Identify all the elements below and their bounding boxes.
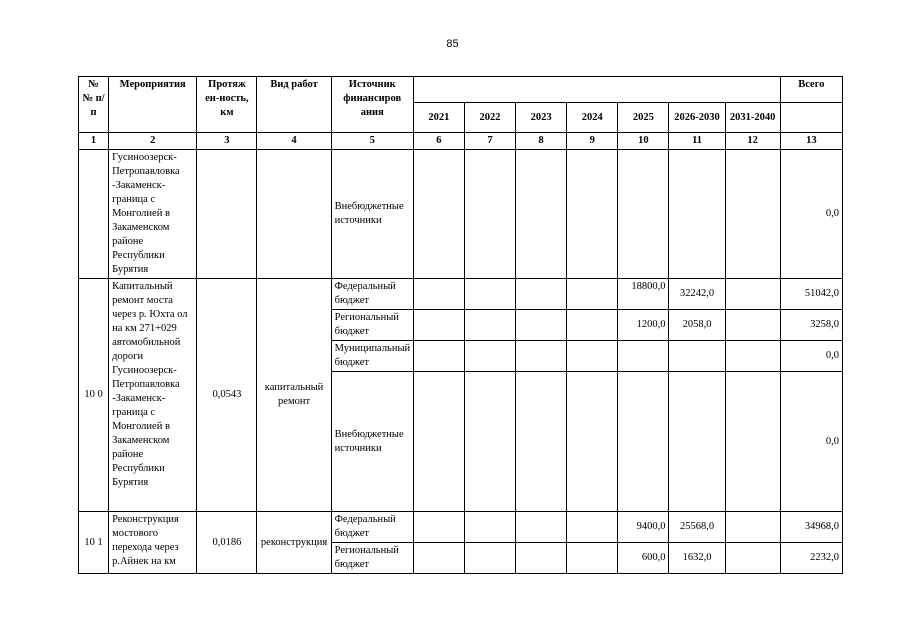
cell-work bbox=[257, 150, 331, 279]
col-number: 13 bbox=[780, 133, 842, 150]
cell-2026: 2058,0 bbox=[669, 310, 725, 341]
cell-2026: 1632,0 bbox=[669, 543, 725, 574]
col-number: 8 bbox=[516, 133, 567, 150]
cell-2025: 1200,0 bbox=[618, 310, 669, 341]
column-number-row bbox=[79, 133, 843, 150]
cell-2026 bbox=[669, 341, 725, 372]
cell-total: 2232,0 bbox=[780, 543, 842, 574]
header-source: Источник финансиров ания bbox=[331, 77, 413, 133]
cell-2026: 25568,0 bbox=[669, 512, 725, 543]
header-num: № № п/п bbox=[79, 77, 109, 133]
table-row bbox=[79, 279, 843, 310]
cell-source: Региональный бюджет bbox=[331, 310, 413, 341]
table-row bbox=[79, 512, 843, 543]
cell-length: 0,0186 bbox=[197, 512, 257, 574]
cell-source: Федеральный бюджет bbox=[331, 279, 413, 310]
cell-work: реконструкция bbox=[257, 512, 331, 574]
cell-2025: 9400,0 bbox=[618, 512, 669, 543]
header-year: 2024 bbox=[567, 103, 618, 133]
cell-event: Гусиноозерск-Петропавловка -Закаменск-граница с Монголией в Закаменском районе Республики Бурятия bbox=[109, 150, 197, 279]
cell-total: 0,0 bbox=[780, 341, 842, 372]
col-number: 5 bbox=[331, 133, 413, 150]
col-number: 11 bbox=[669, 133, 725, 150]
cell-2025: 600,0 bbox=[618, 543, 669, 574]
col-number: 10 bbox=[618, 133, 669, 150]
col-number: 9 bbox=[567, 133, 618, 150]
header-row-1 bbox=[79, 77, 843, 103]
header-total-blank bbox=[780, 103, 842, 133]
cell-total: 0,0 bbox=[780, 150, 842, 279]
cell-event: Капитальный ремонт моста через р. Юхта ол на км 271+029 автомобильной дороги Гусиноозерск-Петропавловка -Закаменск-граница с Монголией в Закаменском районе Республики Бурятия bbox=[109, 279, 197, 512]
cell-2026: 32242,0 bbox=[669, 279, 725, 310]
header-total: Всего bbox=[780, 77, 842, 103]
col-number: 4 bbox=[257, 133, 331, 150]
header-work: Вид работ bbox=[257, 77, 331, 133]
cell-source: Внебюджетные источники bbox=[331, 372, 413, 512]
header-year: 2021 bbox=[413, 103, 464, 133]
col-number: 6 bbox=[413, 133, 464, 150]
cell-2025 bbox=[618, 341, 669, 372]
cell-event: Реконструкция мостового перехода через р.Айнек на км bbox=[109, 512, 197, 574]
header-years-span bbox=[413, 77, 780, 103]
financing-table bbox=[78, 76, 843, 574]
cell-source: Внебюджетные источники bbox=[331, 150, 413, 279]
table-row bbox=[79, 150, 843, 279]
cell-source: Муниципальный бюджет bbox=[331, 341, 413, 372]
cell-num: 10 0 bbox=[79, 279, 109, 512]
col-number: 1 bbox=[79, 133, 109, 150]
header-year: 2031-2040 bbox=[725, 103, 780, 133]
col-number: 7 bbox=[464, 133, 515, 150]
cell-length: 0,0543 bbox=[197, 279, 257, 512]
header-year: 2022 bbox=[464, 103, 515, 133]
header-event: Мероприятия bbox=[109, 77, 197, 133]
cell-work: капитальный ремонт bbox=[257, 279, 331, 512]
cell-num: 10 1 bbox=[79, 512, 109, 574]
cell-total: 3258,0 bbox=[780, 310, 842, 341]
cell-num bbox=[79, 150, 109, 279]
page-number: 85 bbox=[446, 38, 459, 50]
col-number: 2 bbox=[109, 133, 197, 150]
cell-2026 bbox=[669, 372, 725, 512]
cell-2025 bbox=[618, 372, 669, 512]
header-year: 2023 bbox=[516, 103, 567, 133]
header-length: Протяж ен-ность, км bbox=[197, 77, 257, 133]
cell-source: Федеральный бюджет bbox=[331, 512, 413, 543]
cell-2025: 18800,0 bbox=[618, 279, 669, 310]
col-number: 12 bbox=[725, 133, 780, 150]
cell-length bbox=[197, 150, 257, 279]
cell-total: 51042,0 bbox=[780, 279, 842, 310]
cell-total: 0,0 bbox=[780, 372, 842, 512]
header-year: 2026-2030 bbox=[669, 103, 725, 133]
header-year: 2025 bbox=[618, 103, 669, 133]
col-number: 3 bbox=[197, 133, 257, 150]
cell-total: 34968,0 bbox=[780, 512, 842, 543]
cell-source: Региональный бюджет bbox=[331, 543, 413, 574]
